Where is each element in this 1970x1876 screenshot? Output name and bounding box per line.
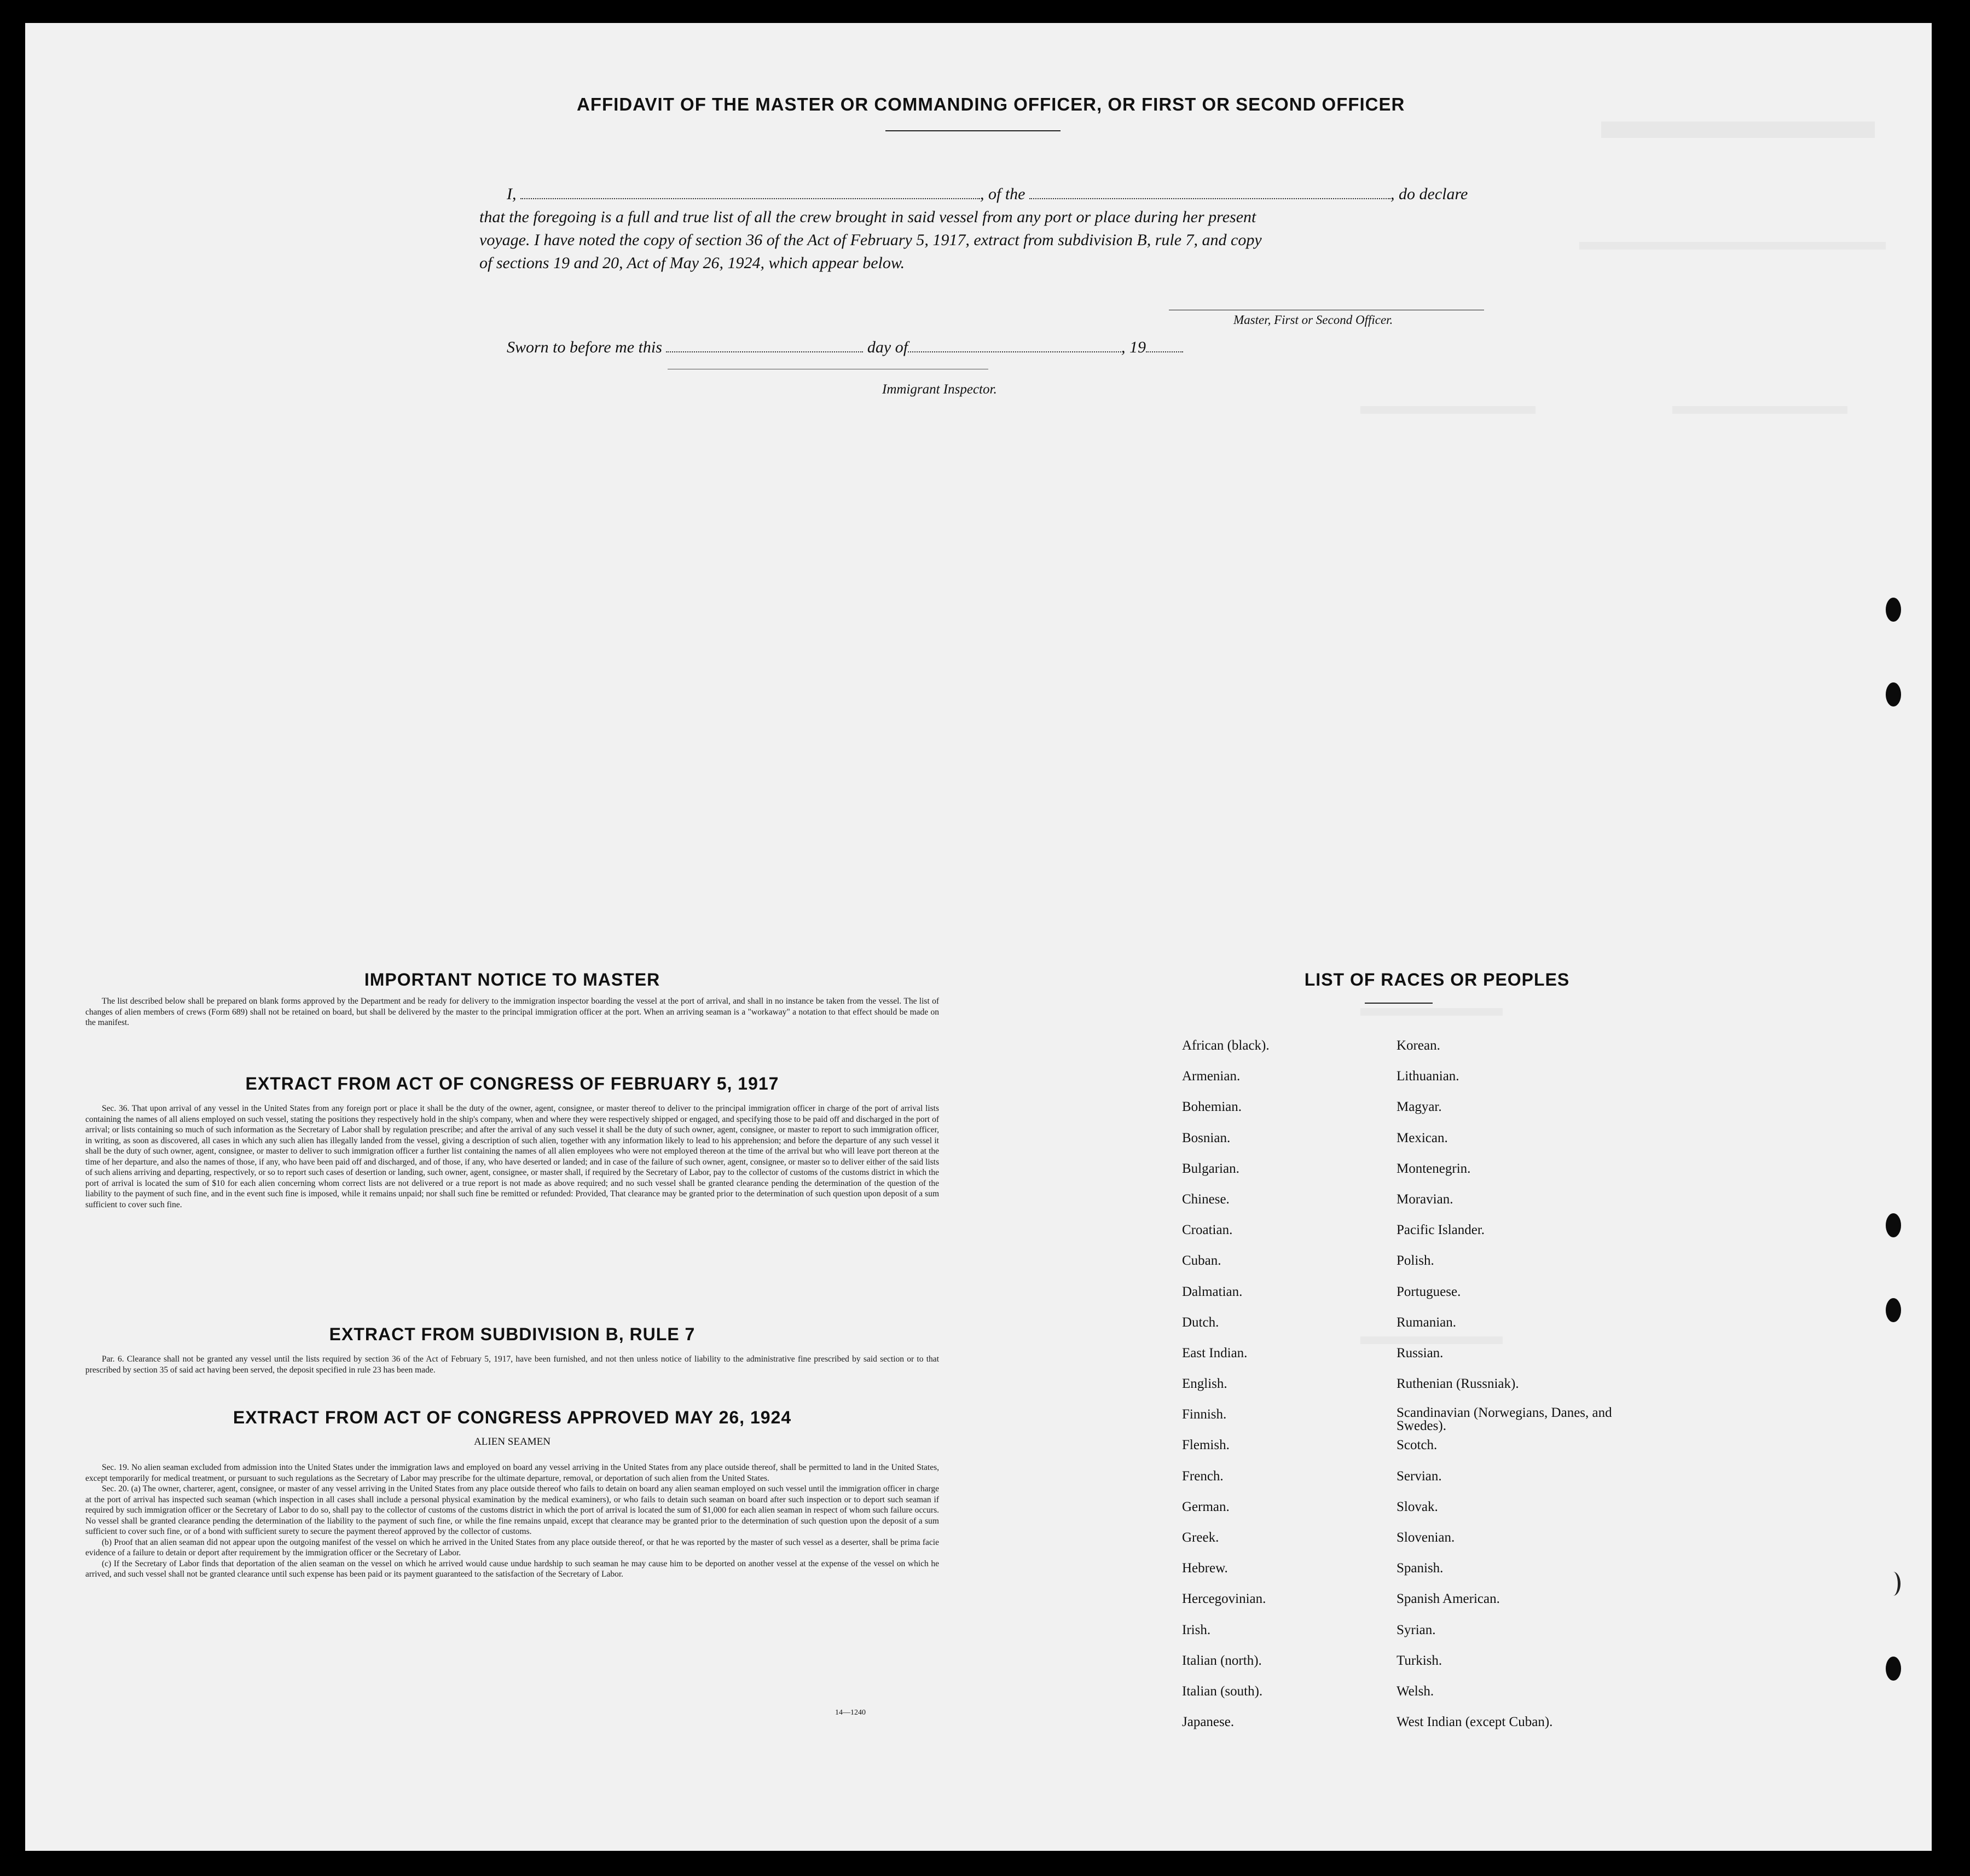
races-title: LIST OF RACES OR PEOPLES (1304, 970, 1570, 989)
binder-hole (1886, 1572, 1901, 1596)
notice-paragraph: The list described below shall be prepared on blank forms approved by the Department and be ready for delivery to the immigration inspector boarding the vessel at the port of arrival, and shall in no instance be taken from the vessel. The list of changes of alien members of crews (Form 689) shall not be retained on board, but shall be delivered by the master to the principal immigration officer at the port. When an arriving seaman is a "workaway" a notation to that effect should be made on the manifest. (85, 997, 939, 1027)
binder-hole (1886, 598, 1901, 622)
race-item: East Indian. (1182, 1345, 1248, 1360)
binder-hole (1886, 1657, 1901, 1681)
race-item: Bulgarian. (1182, 1161, 1239, 1176)
title-underline (885, 130, 1061, 131)
race-item: Servian. (1397, 1468, 1442, 1484)
race-item: Korean. (1397, 1038, 1440, 1053)
declaration-of-the: , of the (980, 185, 1025, 203)
race-item: Bosnian. (1182, 1130, 1231, 1145)
extract-1917-title: EXTRACT FROM ACT OF CONGRESS OF FEBRUARY 5, 1917 (245, 1074, 779, 1093)
race-item: French. (1182, 1468, 1224, 1484)
extract-rule7-title: EXTRACT FROM SUBDIVISION B, RULE 7 (329, 1324, 696, 1344)
declaration-line-4: of sections 19 and 20, Act of May 26, 1924, which appear below. (479, 254, 905, 272)
race-item: Hercegovinian. (1182, 1591, 1266, 1607)
extract-rule7-body (85, 1354, 939, 1375)
notice-body (85, 996, 939, 1028)
sec-20a-paragraph: Sec. 20. (a) The owner, charterer, agent, consignee, or master of any vessel arriving in the United States from any place outside thereof who fails to detain on board any alien seaman employed on such vessel until the immigration officer in charge at the port of arrival has inspected such seaman (which inspection in all cases shall include a personal physical examination by the medical examiners), or who fails to detain such seaman on board after such inspection or to deport such seaman if required by such immigration officer or the Secretary of Labor to do so, shall pay to the collector of customs of the customs district in which the port of arrival is located the sum of $1,000 for each alien seaman in respect of whom such failure occurs. No vessel shall be granted clearance pending the determination of the liability to the payment of such fine, or while the fine remains unpaid, except that clearance may be granted prior to the determination of such question upon the deposit of a sum sufficient to cover such fine, or of a bond with sufficient surety to secure the payment thereof approved by the collector of customs. (85, 1484, 939, 1536)
sec-20b-paragraph: (b) Proof that an alien seaman did not appear upon the outgoing manifest of the vessel on which he arrived in the United States from any place outside thereof, or that he was reported by the master of such vessel as a deserter, shall be prima facie evidence of a failure to detain or deport after requirement by the immigration officer or the Secretary of Labor. (85, 1537, 939, 1557)
form-number: 14—1240 (835, 1709, 866, 1717)
race-item: Turkish. (1397, 1653, 1442, 1668)
race-item: Rumanian. (1397, 1315, 1457, 1330)
races-title-underline (1365, 1003, 1433, 1004)
race-item: Greek. (1182, 1530, 1219, 1545)
race-item: Lithuanian. (1397, 1069, 1459, 1084)
sworn-label: Sworn to before me this (507, 338, 662, 356)
declaration-i: I, (507, 185, 517, 203)
race-item: Pacific Islander. (1397, 1223, 1485, 1238)
declaration-line-3: voyage. I have noted the copy of section 36 of the Act of February 5, 1917, extract from subdivision B, rule 7, and copy (479, 231, 1262, 249)
race-item: Scotch. (1397, 1438, 1438, 1453)
race-item: Spanish American. (1397, 1591, 1500, 1607)
race-item: Flemish. (1182, 1438, 1230, 1453)
declaration-line-2: that the foregoing is a full and true list of all the crew brought in said vessel from any port or place during her present (479, 208, 1256, 226)
year-label: , 19 (1121, 338, 1146, 356)
race-item: Slovenian. (1397, 1530, 1455, 1545)
race-item: German. (1182, 1499, 1230, 1514)
inspector-signature-label: Immigrant Inspector. (882, 382, 997, 397)
race-item: Russian. (1397, 1345, 1444, 1360)
declaration-do-declare: , do declare (1390, 185, 1468, 203)
extract-1924-body (85, 1462, 939, 1580)
notice-title: IMPORTANT NOTICE TO MASTER (364, 970, 660, 989)
race-item: Portuguese. (1397, 1284, 1461, 1299)
race-item: Japanese. (1182, 1715, 1235, 1730)
affidavit-title: AFFIDAVIT OF THE MASTER OR COMMANDING OFFICER, OR FIRST OR SECOND OFFICER (577, 94, 1405, 114)
sec-20c-paragraph: (c) If the Secretary of Labor finds that deportation of the alien seaman on the vessel on which he arrived would cause undue hardship to such seaman he may cause him to be deported on another vessel at the expense of the vessel on which he arrived, and such vessel shall not be granted clearance until such expense has been paid or its payment guaranteed to the satisfaction of the Secretary of Labor. (85, 1559, 939, 1579)
race-item: Croatian. (1182, 1223, 1233, 1238)
name-blank[interactable] (520, 198, 980, 199)
race-item: Chinese. (1182, 1191, 1230, 1207)
race-item: Ruthenian (Russniak). (1397, 1376, 1519, 1392)
race-item: Syrian. (1397, 1622, 1436, 1637)
races-left-column (1182, 1038, 1390, 1745)
vessel-blank[interactable] (1029, 198, 1390, 199)
race-item: Hebrew. (1182, 1561, 1228, 1576)
binder-hole (1886, 682, 1901, 707)
race-item: African (black). (1182, 1038, 1270, 1053)
race-item: Welsh. (1397, 1683, 1434, 1699)
race-item: Irish. (1182, 1622, 1211, 1637)
race-item: Dalmatian. (1182, 1284, 1243, 1299)
race-item: English. (1182, 1376, 1227, 1392)
declaration-line-1 (507, 183, 1536, 205)
races-right-column (1397, 1038, 1637, 1745)
master-signature-label: Master, First or Second Officer. (1233, 313, 1393, 327)
binder-hole (1886, 1213, 1901, 1237)
race-item: Slovak. (1397, 1499, 1438, 1514)
race-item: Cuban. (1182, 1253, 1221, 1269)
sec-19-paragraph: Sec. 19. No alien seaman excluded from admission into the United States under the immigration laws and employed on board any vessel arriving in the United States from any place outside thereof, shall be permitted to land in the United States, except temporarily for medical treatment, or pursuant to such regulations as the Secretary of Labor may prescribe for the ultimate departure, removal, or deportation of such alien from the United States. (85, 1463, 939, 1483)
race-item: Italian (south). (1182, 1683, 1263, 1699)
race-item: Armenian. (1182, 1069, 1241, 1084)
sec-36-paragraph: Sec. 36. That upon arrival of any vessel in the United States from any foreign port or place it shall be the duty of the owner, agent, consignee, or master thereof to deliver to the principal immigration officer in charge of the port of arrival lists containing the names of all aliens employed on such vessel, stating the positions they respectively hold in the ship's company, when and where they were respectively shipped or engaged, and specifying those to be paid off and discharged in the port of arrival; or lists containing so much of such information as the Secretary of Labor shall by regulation prescribe; and after the arrival of any such vessel it shall be the duty of such owner, agent, consignee, or master to report to such immigration officer, in writing, as soon as discovered, all cases in which any such alien has illegally landed from the vessel, giving a description of such alien, together with any information likely to lead to his apprehension; and before the departure of any such vessel it shall be the duty of such owner, agent, consignee, or master to deliver to such immigration officer a further list containing the names of all alien employees who were not employed thereon at the time of the arrival but who will leave port thereon at the time of her departure, and also the names of those, if any, who have been paid off and discharged, and of those, if any, who have deserted or landed; and in case of the failure of such owner, agent, consignee, or master so to deliver either of the said lists of such aliens arriving and departing, respectively, or so to report such cases of desertion or landing, such owner, agent, consignee, or master shall, if required by the Secretary of Labor, pay to the collector of customs of the customs district in which the port of arrival is located the sum of $10 for each alien concerning whom correct lists are not delivered or a true report is not made as above required; and no such vessel shall be granted clearance pending the determination of the question of the liability to the payment of such fine, and in the event such fine is imposed, while it remains unpaid; nor shall such fine be remitted or refunded: Provided, That clearance may be granted prior to the determination of such question upon deposit of a sum sufficient to cover such fine. (85, 1104, 939, 1209)
race-item: Bohemian. (1182, 1099, 1242, 1115)
sworn-month-blank[interactable] (908, 351, 1121, 352)
race-item: Magyar. (1397, 1099, 1442, 1115)
race-item: Montenegrin. (1397, 1161, 1471, 1176)
binder-hole (1886, 1298, 1901, 1322)
race-item: Italian (north). (1182, 1653, 1262, 1668)
sworn-line (507, 336, 1328, 358)
alien-seamen-subtitle: ALIEN SEAMEN (474, 1436, 551, 1447)
sworn-day-blank[interactable] (666, 351, 863, 352)
extract-1917-body (85, 1103, 939, 1210)
race-item: Moravian. (1397, 1191, 1453, 1207)
document-page (25, 23, 1932, 1851)
race-item: Spanish. (1397, 1561, 1444, 1576)
day-of-label: day of (867, 338, 908, 356)
extract-1924-title: EXTRACT FROM ACT OF CONGRESS APPROVED MAY 26, 1924 (233, 1408, 792, 1427)
par-6-paragraph: Par. 6. Clearance shall not be granted any vessel until the lists required by section 36 of the Act of February 5, 1917, have been furnished, and not then unless notice of liability to the administrative fine prescribed by said section or to that prescribed by section 35 of said act having been served, the deposit specified in rule 23 has been made. (85, 1354, 939, 1375)
race-item: Dutch. (1182, 1315, 1219, 1330)
sworn-year-blank[interactable] (1146, 351, 1183, 352)
race-item: Polish. (1397, 1253, 1434, 1269)
race-item: West Indian (except Cuban). (1397, 1715, 1553, 1730)
race-item: Finnish. (1182, 1407, 1227, 1422)
race-item: Mexican. (1397, 1130, 1448, 1145)
race-item: Scandinavian (Norwegians, Danes, and Swedes). (1397, 1405, 1612, 1434)
